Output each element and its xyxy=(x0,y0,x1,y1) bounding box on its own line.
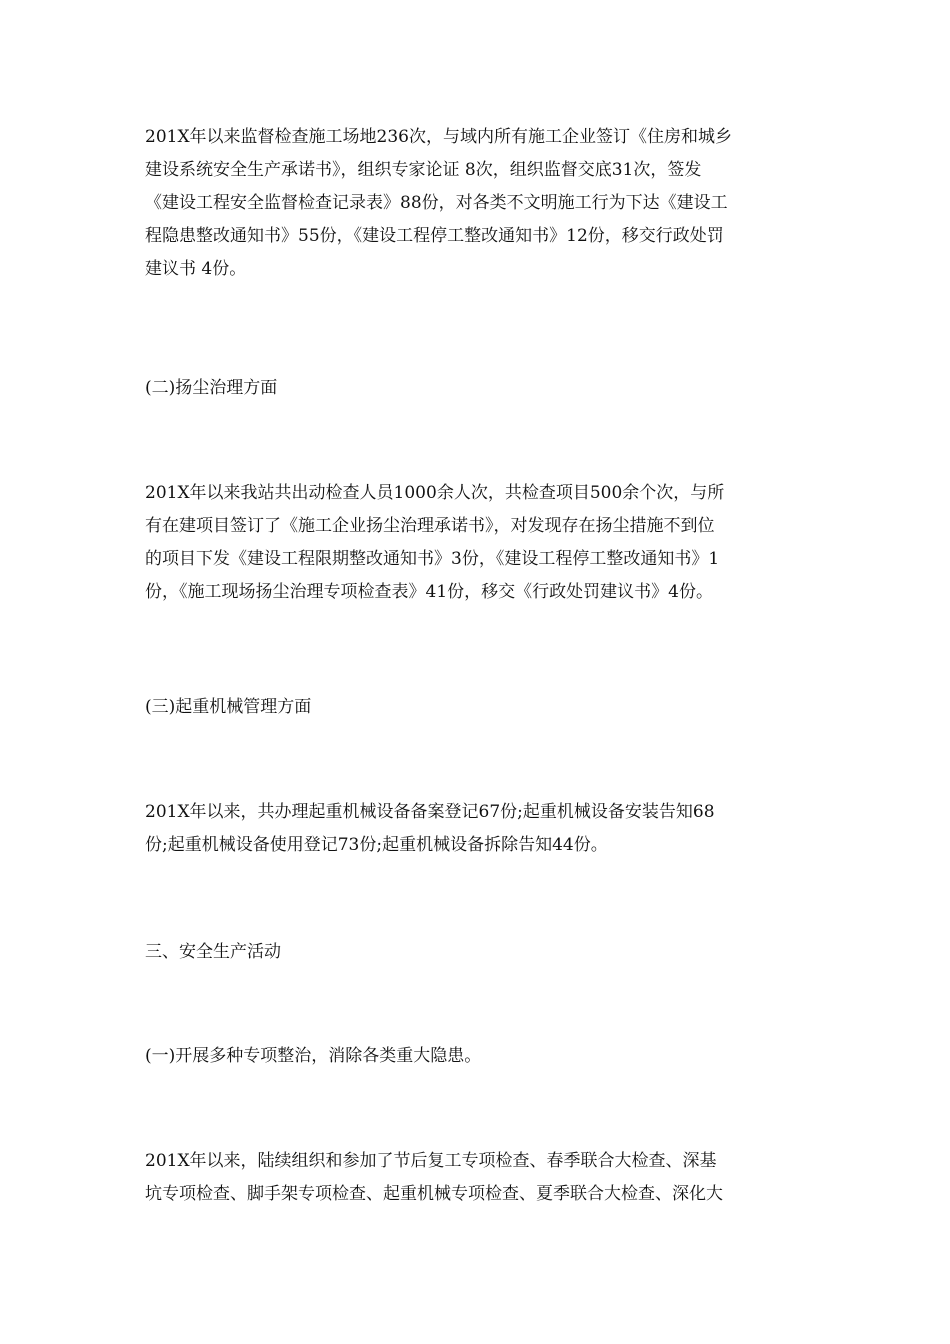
paragraph-dust-control xyxy=(145,477,810,609)
section-heading-safety-activities: 三、安全生产活动 xyxy=(145,942,281,962)
paragraph-line: 坑专项检查、脚手架专项检查、起重机械专项检查、夏季联合大检查、深化大 xyxy=(145,1184,723,1204)
paragraph-line: 份;起重机械设备使用登记73份;起重机械设备拆除告知44份。 xyxy=(145,835,608,855)
section-heading-crane-management: (三)起重机械管理方面 xyxy=(145,697,312,717)
section-heading-special-rectification: (一)开展多种专项整治，消除各类重大隐患。 xyxy=(145,1046,482,1066)
paragraph-line: 程隐患整改通知书》55份，《建设工程停工整改通知书》12份，移交行政处罚 xyxy=(145,226,724,246)
paragraph-line: 的项目下发《建设工程限期整改通知书》3份，《建设工程停工整改通知书》1 xyxy=(145,549,720,569)
paragraph-supervision-inspection xyxy=(145,121,810,286)
paragraph-line: 建设系统安全生产承诺书》，组织专家论证 8次，组织监督交底31次，签发 xyxy=(145,160,702,180)
paragraph-line: 建议书 4份。 xyxy=(145,259,247,279)
paragraph-line: 201X年以来，共办理起重机械设备备案登记67份;起重机械设备安装告知68 xyxy=(145,802,715,822)
paragraph-line: 有在建项目签订了《施工企业扬尘治理承诺书》，对发现存在扬尘措施不到位 xyxy=(145,516,715,536)
section-heading-dust-control: (二)扬尘治理方面 xyxy=(145,378,278,398)
paragraph-line: 201X年以来，陆续组织和参加了节后复工专项检查、春季联合大检查、深基 xyxy=(145,1151,717,1171)
paragraph-line: 201X年以来我站共出动检查人员1000余人次，共检查项目500余个次，与所 xyxy=(145,483,725,503)
paragraph-crane-management xyxy=(145,796,810,862)
paragraph-special-inspections xyxy=(145,1145,810,1211)
paragraph-line: 《建设工程安全监督检查记录表》88份，对各类不文明施工行为下达《建设工 xyxy=(145,193,728,213)
paragraph-line: 201X年以来监督检查施工场地236次，与域内所有施工企业签订《住房和城乡 xyxy=(145,127,732,147)
paragraph-line: 份，《施工现场扬尘治理专项检查表》41份，移交《行政处罚建议书》4份。 xyxy=(145,582,713,602)
